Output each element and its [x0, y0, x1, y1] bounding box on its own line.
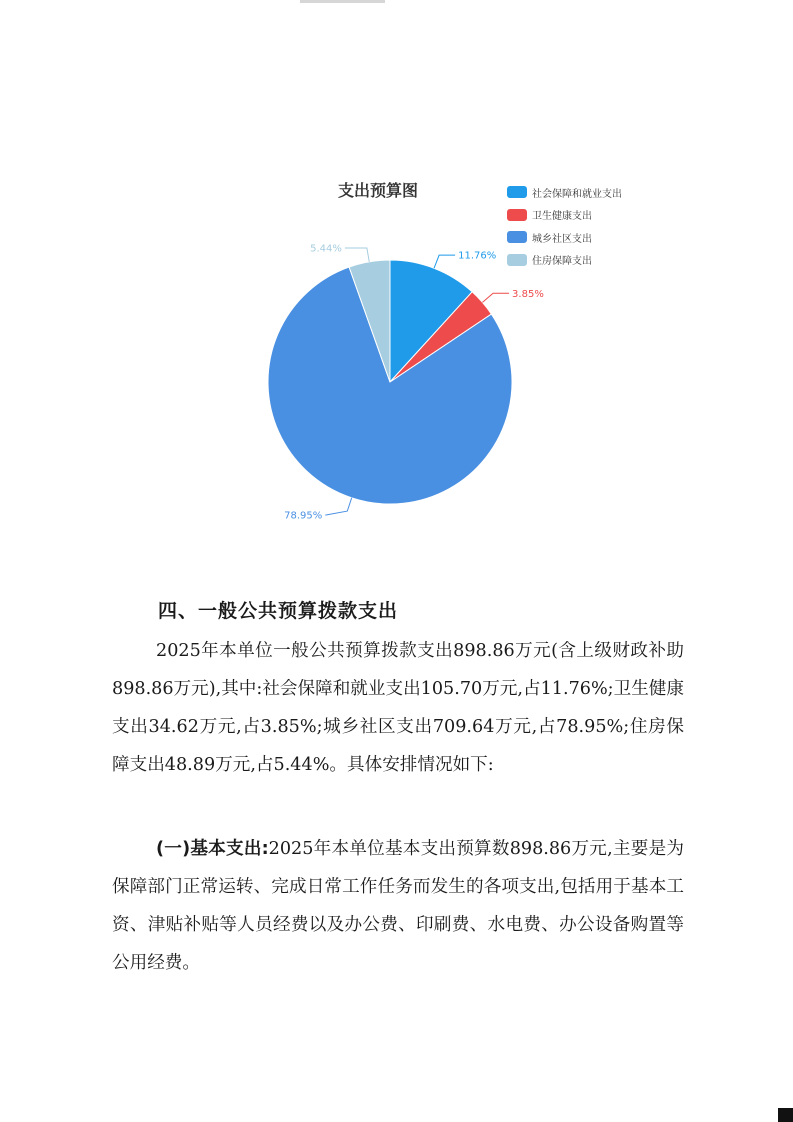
section-heading: 四、一般公共预算拨款支出 [158, 600, 399, 622]
data-label: 3.85% [512, 288, 544, 300]
data-label: 11.76% [458, 250, 497, 262]
leader-line [482, 293, 509, 302]
legend-label: 城乡社区支出 [532, 233, 592, 245]
legend-label: 住房保障支出 [532, 256, 592, 268]
data-label: 78.95% [284, 510, 323, 522]
legend-label: 卫生健康支出 [532, 211, 592, 223]
chart-title: 支出预算图 [338, 181, 419, 200]
leader-line [325, 498, 351, 515]
paragraph-basic-expenditure [112, 830, 684, 982]
leader-line [434, 255, 455, 268]
paragraph-body: 2025年本单位基本支出预算数898.86万元,主要是为保障部门正常运转、完成日常工作任务而发生的各项支出,包括用于基本工资、津贴补贴等人员经费以及办公费、印刷费、水电费、办公设备购置等公用经费。 [112, 839, 684, 973]
pie-chart [0, 0, 793, 560]
scan-mark-corner [778, 1108, 793, 1122]
paragraph-overview: 2025年本单位一般公共预算拨款支出898.86万元(含上级财政补助898.86万元),其中:社会保障和就业支出105.70万元,占11.76%;卫生健康支出34.62万元,占3.85%;城乡社区支出709.64万元,占78.95%;住房保障支出48.89万元,占5.44%。具体安排情况如下: [112, 641, 684, 775]
data-label: 5.44% [310, 243, 342, 255]
paragraph-lead: (一)基本支出: [156, 839, 269, 859]
leader-line [345, 248, 369, 262]
legend-label: 社会保障和就业支出 [532, 188, 622, 200]
